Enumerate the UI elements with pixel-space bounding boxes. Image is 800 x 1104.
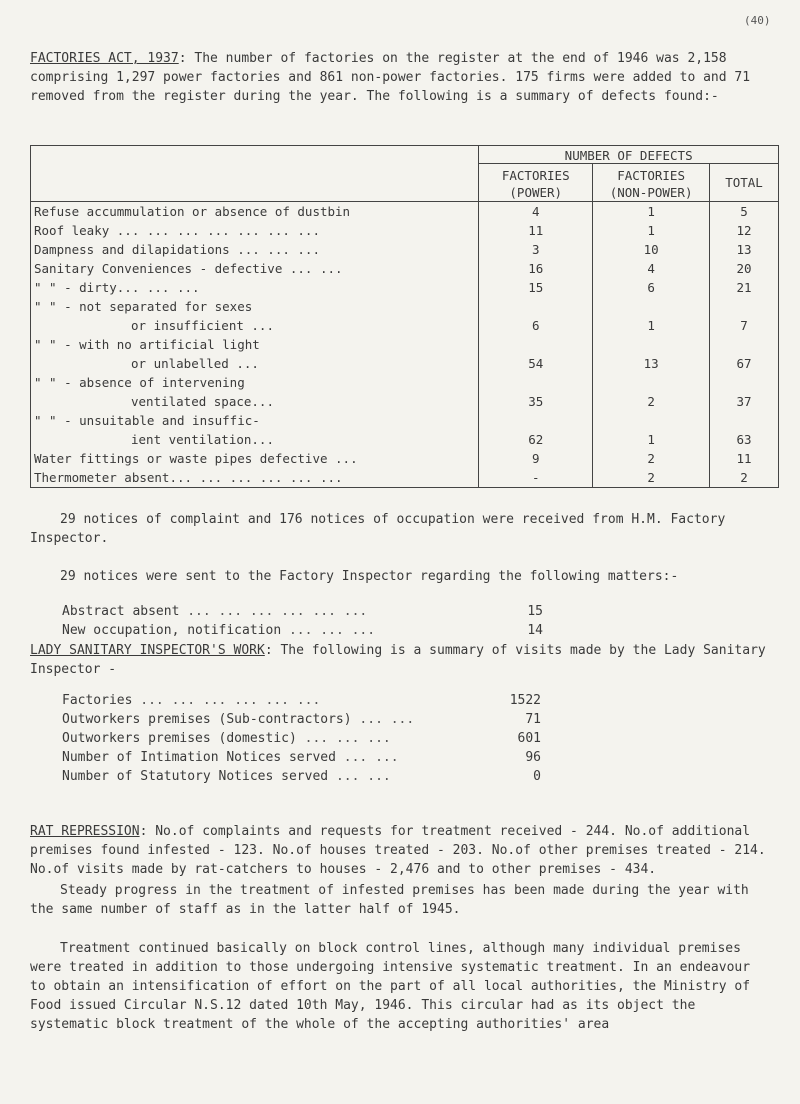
list-item bbox=[62, 750, 541, 765]
defect-label: " " - with no artificial light or unlabelled ... bbox=[31, 335, 479, 373]
list-item bbox=[62, 731, 541, 746]
defect-count-total: 5 bbox=[710, 202, 779, 222]
list-item-leader: ... ... ... ... ... ... bbox=[140, 693, 321, 708]
defect-count-nonpower: 6 bbox=[593, 278, 710, 297]
list-item-leader: ... ... ... ... ... ... bbox=[187, 604, 368, 619]
table-corner-cell bbox=[31, 146, 479, 202]
list-item-label: Outworkers premises (Sub-contractors) bbox=[62, 712, 352, 727]
table-row bbox=[31, 259, 779, 278]
defect-count-nonpower: 1 bbox=[593, 221, 710, 240]
notices-sent-intro: 29 notices were sent to the Factory Inspector regarding the following matters:- bbox=[60, 569, 679, 584]
defects-table-body bbox=[31, 202, 779, 488]
table-row bbox=[31, 468, 779, 488]
list-item-leader: ... ... bbox=[359, 712, 415, 727]
lady-inspector-paragraph bbox=[30, 641, 770, 679]
defect-count-power: - bbox=[479, 468, 593, 488]
defect-count-power: 62 bbox=[479, 411, 593, 449]
defect-count-power: 4 bbox=[479, 202, 593, 222]
lady-inspector-heading: LADY SANITARY INSPECTOR'S WORK bbox=[30, 643, 265, 658]
table-row bbox=[31, 411, 779, 449]
defect-label: " " - not separated for sexes or insufficient ... bbox=[31, 297, 479, 335]
defect-count-nonpower: 2 bbox=[593, 373, 710, 411]
treatment-paragraph: Treatment continued basically on block control lines, although many individual premises were treated in addition to those undergoing intensive systematic treatment. In an endeavour to obtain an intensification of effort on the part of all local authorities, the Ministry of Food issued Circular N.S.12 dated 10th May, 1946. This circular had as its object the systematic block treatment of the whole of the accepting authorities' area bbox=[30, 941, 751, 1032]
defect-count-total: 37 bbox=[710, 373, 779, 411]
list-item-label: Outworkers premises (domestic) bbox=[62, 731, 297, 746]
list-item-label: Number of Intimation Notices served bbox=[62, 750, 336, 765]
defect-count-power: 11 bbox=[479, 221, 593, 240]
page-number: (40) bbox=[744, 14, 771, 27]
defect-count-total: 21 bbox=[710, 278, 779, 297]
defect-label: " " - absence of intervening ventilated space... bbox=[31, 373, 479, 411]
table-row bbox=[31, 202, 779, 222]
defect-label: Refuse accummulation or absence of dustbin bbox=[31, 202, 479, 222]
defect-count-total: 20 bbox=[710, 259, 779, 278]
list-item-leader: ... ... ... bbox=[304, 731, 391, 746]
factories-act-text: : The number of factories on the register at the end of 1946 was 2,158 comprising 1,297 power factories and 861 non-power factories. 175 firms were added to and 71 removed from the register during the year. The following is a summary of defects found:- bbox=[30, 51, 751, 104]
column-header-total: TOTAL bbox=[710, 164, 779, 202]
table-row bbox=[31, 373, 779, 411]
defect-count-nonpower: 10 bbox=[593, 240, 710, 259]
list-item bbox=[62, 604, 543, 619]
rat-repression-text: : No.of complaints and requests for treatment received - 244. No.of additional premises found infested - 123. No.of houses treated - 203. No.of other premises treated - 214. No.of visits made by rat-catchers to houses - 2,476 and to other premises - 434. bbox=[30, 824, 766, 877]
list-item bbox=[62, 769, 541, 784]
defect-label: Roof leaky ... ... ... ... ... ... ... bbox=[31, 221, 479, 240]
rat-repression-paragraph bbox=[30, 822, 770, 879]
list-item-leader: ... ... bbox=[343, 750, 399, 765]
defect-count-total: 63 bbox=[710, 411, 779, 449]
column-header-power: FACTORIES (POWER) bbox=[479, 164, 593, 202]
table-group-header: NUMBER OF DEFECTS bbox=[479, 146, 779, 164]
defect-count-power: 6 bbox=[479, 297, 593, 335]
defect-count-nonpower: 2 bbox=[593, 468, 710, 488]
defect-label: " " - dirty... ... ... bbox=[31, 278, 479, 297]
lady-inspector-text: : The following is a summary of visits made by the Lady Sanitary Inspector - bbox=[30, 643, 766, 677]
defect-label: Thermometer absent... ... ... ... ... ... bbox=[31, 468, 479, 488]
list-item-label: Factories bbox=[62, 693, 133, 708]
factories-act-paragraph bbox=[30, 49, 770, 106]
defect-label: Water fittings or waste pipes defective ... bbox=[31, 449, 479, 468]
list-item-value: 71 bbox=[525, 712, 541, 727]
complaints-paragraph: 29 notices of complaint and 176 notices of occupation were received from H.M. Factory Inspector. bbox=[30, 512, 726, 546]
progress-paragraph: Steady progress in the treatment of infested premises has been made during the year with the same number of staff as in the latter half of 1945. bbox=[30, 883, 749, 917]
list-item-value: 601 bbox=[517, 731, 541, 746]
table-row bbox=[31, 221, 779, 240]
defect-count-total: 7 bbox=[710, 297, 779, 335]
defect-count-power: 15 bbox=[479, 278, 593, 297]
defect-count-nonpower: 1 bbox=[593, 202, 710, 222]
list-item-value: 96 bbox=[525, 750, 541, 765]
list-item-value: 15 bbox=[527, 604, 543, 619]
rat-repression-heading: RAT REPRESSION bbox=[30, 824, 140, 839]
defect-count-power: 16 bbox=[479, 259, 593, 278]
list-item bbox=[62, 712, 541, 727]
list-item-label: New occupation, notification bbox=[62, 623, 282, 638]
defect-count-total: 67 bbox=[710, 335, 779, 373]
defect-count-power: 9 bbox=[479, 449, 593, 468]
defect-count-nonpower: 1 bbox=[593, 297, 710, 335]
defect-count-total: 13 bbox=[710, 240, 779, 259]
defect-count-total: 12 bbox=[710, 221, 779, 240]
defect-count-nonpower: 13 bbox=[593, 335, 710, 373]
defect-count-nonpower: 4 bbox=[593, 259, 710, 278]
defect-label: Sanitary Conveniences - defective ... ... bbox=[31, 259, 479, 278]
list-item-value: 0 bbox=[533, 769, 541, 784]
list-item-label: Abstract absent bbox=[62, 604, 180, 619]
list-item-leader: ... ... ... bbox=[288, 623, 376, 638]
table-row bbox=[31, 278, 779, 297]
defect-count-nonpower: 1 bbox=[593, 411, 710, 449]
list-item-label: Number of Statutory Notices served bbox=[62, 769, 329, 784]
list-item-leader: ... ... bbox=[335, 769, 391, 784]
defect-count-nonpower: 2 bbox=[593, 449, 710, 468]
table-row bbox=[31, 297, 779, 335]
defects-table bbox=[30, 145, 779, 488]
list-item bbox=[62, 623, 543, 638]
defect-count-power: 35 bbox=[479, 373, 593, 411]
column-header-non-power: FACTORIES (NON-POWER) bbox=[593, 164, 710, 202]
table-row bbox=[31, 240, 779, 259]
defect-count-power: 54 bbox=[479, 335, 593, 373]
defect-count-total: 2 bbox=[710, 468, 779, 488]
list-item-value: 1522 bbox=[509, 693, 541, 708]
factories-act-heading: FACTORIES ACT, 1937 bbox=[30, 51, 179, 66]
list-item-value: 14 bbox=[527, 623, 543, 638]
defect-count-total: 11 bbox=[710, 449, 779, 468]
defect-label: " " - unsuitable and insuffic- ient ventilation... bbox=[31, 411, 479, 449]
table-row bbox=[31, 449, 779, 468]
defect-count-power: 3 bbox=[479, 240, 593, 259]
table-row bbox=[31, 335, 779, 373]
list-item bbox=[62, 693, 541, 708]
defect-label: Dampness and dilapidations ... ... ... bbox=[31, 240, 479, 259]
